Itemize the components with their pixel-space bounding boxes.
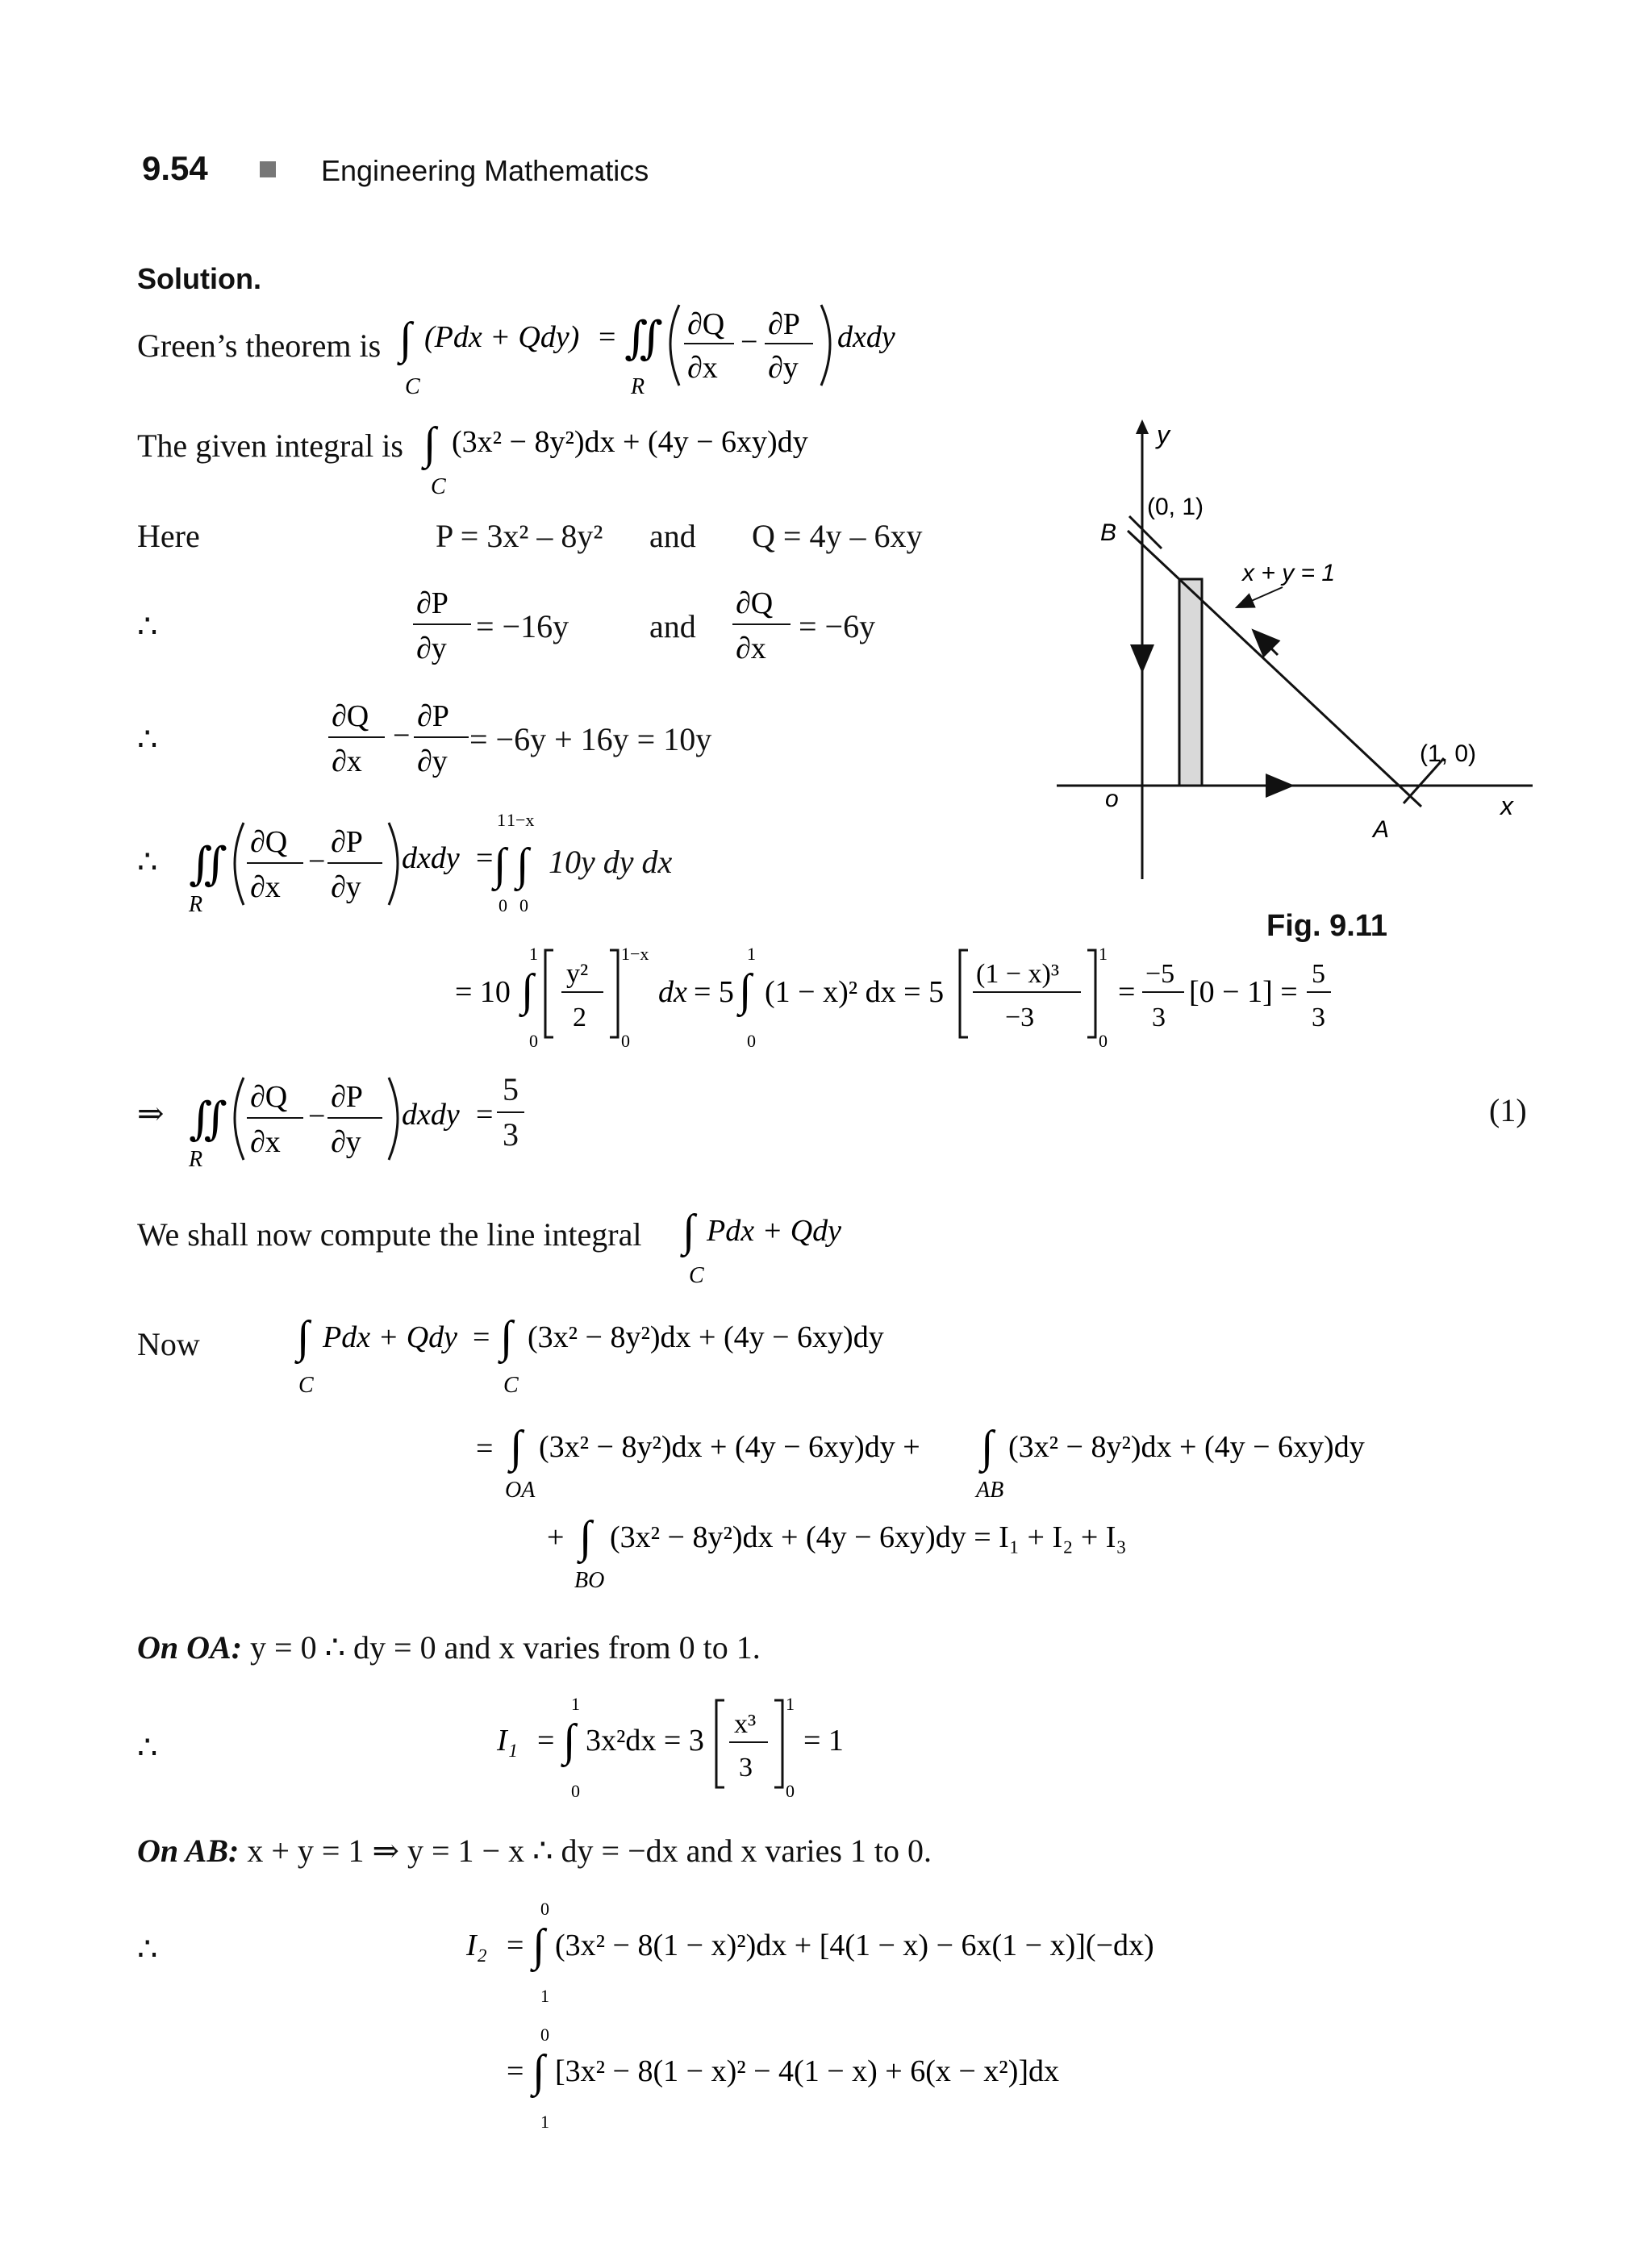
- book-title: Engineering Mathematics: [321, 154, 649, 187]
- svg-text:(1 − x)³: (1 − x)³: [976, 959, 1060, 989]
- svg-text:(3x² − 8y²)dx + (4y − 6xy)dy +: (3x² − 8y²)dx + (4y − 6xy)dy +: [539, 1430, 920, 1464]
- therefore-1: ∴: [137, 608, 158, 644]
- svg-text:∫: ∫: [500, 1312, 513, 1362]
- svg-text:∂P: ∂P: [331, 1080, 363, 1114]
- header-square-icon: [260, 161, 276, 177]
- svg-text:0: 0: [621, 1031, 630, 1051]
- svg-text:∂P: ∂P: [768, 307, 800, 341]
- label-point-A: (1, 0): [1420, 740, 1477, 767]
- double-integral-rhs: 10y dy dx: [549, 844, 673, 880]
- svg-text:0: 0: [747, 1031, 756, 1051]
- svg-text:∫: ∫: [682, 1206, 695, 1256]
- I2-equation: [463, 1891, 1221, 2133]
- now-label: Now: [137, 1326, 200, 1362]
- svg-text:∫: ∫: [297, 1312, 310, 1362]
- P-definition: P = 3x² – 8y²: [436, 518, 603, 554]
- svg-text:=: =: [537, 1724, 555, 1758]
- svg-text:∂x: ∂x: [736, 632, 766, 665]
- therefore-4: ∴: [137, 1729, 158, 1766]
- solution-heading: Solution.: [137, 262, 261, 295]
- evaluation-line: [452, 936, 1347, 1057]
- svg-text:1−x: 1−x: [621, 944, 649, 964]
- svg-text:3x²dx = 3: 3x²dx = 3: [586, 1724, 704, 1758]
- dQdx-value: = −6y: [799, 608, 876, 644]
- svg-text:1: 1: [571, 1694, 580, 1714]
- on-oa-text: y = 0 ∴ dy = 0 and x varies from 0 to 1.: [250, 1629, 761, 1666]
- on-oa-line: [137, 1628, 761, 1668]
- given-intro: The given integral is: [137, 427, 403, 464]
- svg-text:= 5: = 5: [694, 975, 734, 1009]
- svg-text:1−x: 1−x: [507, 810, 535, 830]
- label-x-axis: x: [1500, 791, 1513, 820]
- svg-text:∫: ∫: [423, 419, 436, 469]
- greens-formula: [395, 298, 928, 411]
- svg-text:∂Q: ∂Q: [250, 1080, 288, 1114]
- svg-text:0: 0: [540, 1899, 549, 1919]
- on-ab-line: [137, 1831, 932, 1871]
- svg-text:∂x: ∂x: [332, 744, 362, 778]
- svg-text:∂P: ∂P: [331, 825, 363, 859]
- dQdx-fraction: [731, 579, 795, 676]
- svg-text:∂Q: ∂Q: [687, 307, 725, 341]
- arrow-on-ab: [1260, 637, 1278, 655]
- svg-text:0: 0: [571, 1781, 580, 1801]
- and-label-2: and: [649, 608, 696, 644]
- svg-text:=: =: [473, 1320, 490, 1354]
- on-oa-label: On OA:: [137, 1629, 243, 1666]
- svg-text:∫: ∫: [532, 2046, 545, 2096]
- svg-text:∂y: ∂y: [416, 632, 447, 665]
- svg-text:C: C: [298, 1373, 314, 1398]
- svg-text:1: 1: [540, 1986, 549, 2006]
- svg-text:∫: ∫: [521, 965, 534, 1015]
- svg-text:∫: ∫: [563, 1716, 576, 1766]
- svg-text:0: 0: [499, 895, 507, 915]
- svg-text:∫: ∫: [739, 965, 752, 1015]
- line-integral-expansion: [290, 1300, 1436, 1599]
- svg-text:∬: ∬: [624, 314, 663, 364]
- svg-text:∫: ∫: [494, 840, 507, 890]
- dPdy-fraction: [411, 579, 476, 676]
- here-label: Here: [137, 518, 200, 554]
- svg-text:5: 5: [1312, 959, 1325, 989]
- arrow-label: [1242, 587, 1283, 605]
- svg-text:(3x² − 8y²)dx + (4y − 6xy)dy: (3x² − 8y²)dx + (4y − 6xy)dy: [1008, 1430, 1365, 1464]
- svg-text:=: =: [476, 1098, 494, 1132]
- svg-text:x³: x³: [734, 1709, 757, 1739]
- label-B: B: [1100, 519, 1117, 546]
- line-integral-intro: We shall now compute the line integral: [137, 1216, 642, 1253]
- svg-text:dx: dx: [658, 975, 687, 1009]
- given-integral: [419, 403, 871, 500]
- on-ab-text: x + y = 1 ⇒ y = 1 − x ∴ dy = −dx and x varies 1 to 0.: [247, 1833, 932, 1869]
- line-integral-symbol: [679, 1194, 873, 1291]
- svg-text:OA: OA: [505, 1478, 536, 1503]
- svg-text:C: C: [431, 474, 446, 499]
- svg-text:0: 0: [529, 1031, 538, 1051]
- equation-number: (1): [1489, 1092, 1527, 1128]
- svg-text:BO: BO: [574, 1568, 605, 1593]
- svg-text:∫: ∫: [579, 1512, 592, 1562]
- svg-text:=: =: [1118, 975, 1136, 1009]
- svg-text:∂y: ∂y: [417, 744, 448, 778]
- svg-text:y²: y²: [566, 959, 589, 989]
- svg-text:(3x² − 8y²)dx + (4y − 6xy)dy =: (3x² − 8y²)dx + (4y − 6xy)dy = I₁ + I₂ + I₃: [610, 1520, 1127, 1554]
- svg-text:[0 − 1] =: [0 − 1] =: [1189, 975, 1298, 1009]
- figure-9-11: [1049, 419, 1549, 903]
- svg-text:R: R: [189, 1147, 203, 1172]
- svg-text:∂P: ∂P: [417, 699, 449, 733]
- svg-text:∂Q: ∂Q: [250, 825, 288, 859]
- greens-intro: Green’s theorem is: [137, 327, 382, 364]
- svg-text:I₁: I₁: [497, 1724, 518, 1758]
- therefore-5: ∴: [137, 1931, 158, 1967]
- svg-text:∫: ∫: [981, 1422, 994, 1472]
- svg-text:(Pdx + Qdy): (Pdx + Qdy): [424, 320, 580, 354]
- label-origin: o: [1105, 786, 1119, 812]
- svg-text:+: +: [547, 1520, 565, 1554]
- curl-difference: [327, 692, 488, 789]
- svg-text:(3x² − 8(1 − x)²)dx + [4(1 − x: (3x² − 8(1 − x)²)dx + [4(1 − x) − 6x(1 − x)](−dx): [555, 1929, 1154, 1962]
- svg-text:∫: ∫: [516, 840, 529, 890]
- svg-text:=: =: [507, 2054, 524, 2088]
- result-denominator: 3: [503, 1116, 519, 1153]
- on-ab-label: On AB:: [137, 1833, 240, 1869]
- svg-text:= 1: = 1: [803, 1724, 844, 1758]
- svg-text:∫: ∫: [510, 1422, 523, 1472]
- result-numerator: 5: [503, 1071, 519, 1107]
- therefore-2: ∴: [137, 721, 158, 757]
- svg-text:C: C: [405, 374, 420, 399]
- svg-text:=: =: [476, 841, 494, 875]
- label-line-eq: x + y = 1: [1242, 560, 1336, 586]
- svg-text:1: 1: [747, 944, 756, 964]
- svg-text:1: 1: [786, 1694, 795, 1714]
- figure-caption: Fig. 9.11: [1266, 909, 1387, 943]
- svg-text:−5: −5: [1145, 959, 1175, 989]
- svg-text:dxdy: dxdy: [837, 320, 895, 354]
- Q-definition: Q = 4y – 6xy: [752, 518, 923, 554]
- svg-text:I₂: I₂: [466, 1929, 487, 1962]
- svg-text:−: −: [393, 719, 411, 753]
- svg-text:C: C: [689, 1263, 704, 1288]
- svg-text:0: 0: [519, 895, 528, 915]
- dPdy-value: = −16y: [476, 608, 569, 644]
- svg-text:∬: ∬: [189, 840, 227, 890]
- svg-text:1: 1: [529, 944, 538, 964]
- svg-text:∂y: ∂y: [331, 870, 361, 904]
- svg-text:Pdx + Qdy: Pdx + Qdy: [707, 1214, 842, 1248]
- shaded-strip: [1179, 579, 1202, 786]
- curl-difference-value: = −6y + 16y = 10y: [469, 721, 712, 757]
- svg-text:Pdx + Qdy: Pdx + Qdy: [323, 1320, 458, 1354]
- svg-text:C: C: [503, 1373, 519, 1398]
- result-fraction-bar: [497, 1111, 524, 1113]
- svg-text:∂x: ∂x: [687, 351, 718, 385]
- implies-arrow: ⇒: [137, 1095, 165, 1132]
- svg-text:1: 1: [497, 810, 506, 830]
- svg-text:dxdy: dxdy: [402, 841, 460, 875]
- page-number: 9.54: [142, 149, 208, 187]
- result-equation: [186, 1061, 540, 1174]
- svg-text:R: R: [631, 374, 645, 399]
- svg-text:(3x² − 8y²)dx + (4y − 6xy)dy: (3x² − 8y²)dx + (4y − 6xy)dy: [528, 1320, 884, 1354]
- label-A: A: [1373, 816, 1390, 843]
- svg-text:=: =: [507, 1929, 524, 1962]
- svg-text:∂Q: ∂Q: [332, 699, 369, 733]
- svg-text:∂y: ∂y: [331, 1125, 361, 1159]
- svg-text:∂x: ∂x: [250, 870, 281, 904]
- svg-text:[3x² − 8(1 − x)² − 4(1 − x) +: [3x² − 8(1 − x)² − 4(1 − x) + 6(x − x²)]dx: [555, 2054, 1059, 2088]
- svg-text:dxdy: dxdy: [402, 1098, 460, 1132]
- svg-text:∬: ∬: [189, 1095, 227, 1145]
- svg-text:0: 0: [540, 2025, 549, 2045]
- svg-text:= 10: = 10: [455, 975, 511, 1009]
- label-point-B: (0, 1): [1147, 494, 1204, 520]
- svg-text:−3: −3: [1005, 1003, 1035, 1032]
- svg-text:=: =: [599, 320, 616, 354]
- svg-text:−: −: [740, 325, 758, 359]
- svg-text:(1 − x)² dx = 5: (1 − x)² dx = 5: [765, 975, 945, 1009]
- svg-text:=: =: [476, 1432, 494, 1466]
- svg-text:∫: ∫: [399, 314, 412, 364]
- therefore-3: ∴: [137, 844, 158, 880]
- svg-text:R: R: [189, 892, 203, 917]
- svg-text:−: −: [308, 844, 326, 878]
- svg-text:2: 2: [573, 1003, 586, 1032]
- svg-text:1: 1: [1099, 944, 1108, 964]
- svg-text:AB: AB: [976, 1478, 1004, 1503]
- result-fraction: [497, 1070, 524, 1155]
- svg-text:3: 3: [1152, 1003, 1166, 1032]
- svg-text:0: 0: [1099, 1031, 1108, 1051]
- svg-text:0: 0: [786, 1781, 795, 1801]
- svg-text:∂P: ∂P: [416, 586, 448, 620]
- svg-text:∂y: ∂y: [768, 351, 799, 385]
- and-label-1: and: [649, 518, 696, 554]
- label-y-axis: y: [1157, 420, 1170, 449]
- svg-text:∫: ∫: [532, 1920, 545, 1970]
- svg-text:1: 1: [540, 2112, 549, 2132]
- svg-text:−: −: [308, 1099, 326, 1133]
- I1-equation: [494, 1686, 865, 1807]
- svg-text:3: 3: [1312, 1003, 1325, 1032]
- svg-text:∂Q: ∂Q: [736, 586, 774, 620]
- svg-text:(3x² − 8y²)dx + (4y − 6xy)dy: (3x² − 8y²)dx + (4y − 6xy)dy: [452, 425, 808, 459]
- svg-text:∂x: ∂x: [250, 1125, 281, 1159]
- svg-text:3: 3: [739, 1753, 753, 1783]
